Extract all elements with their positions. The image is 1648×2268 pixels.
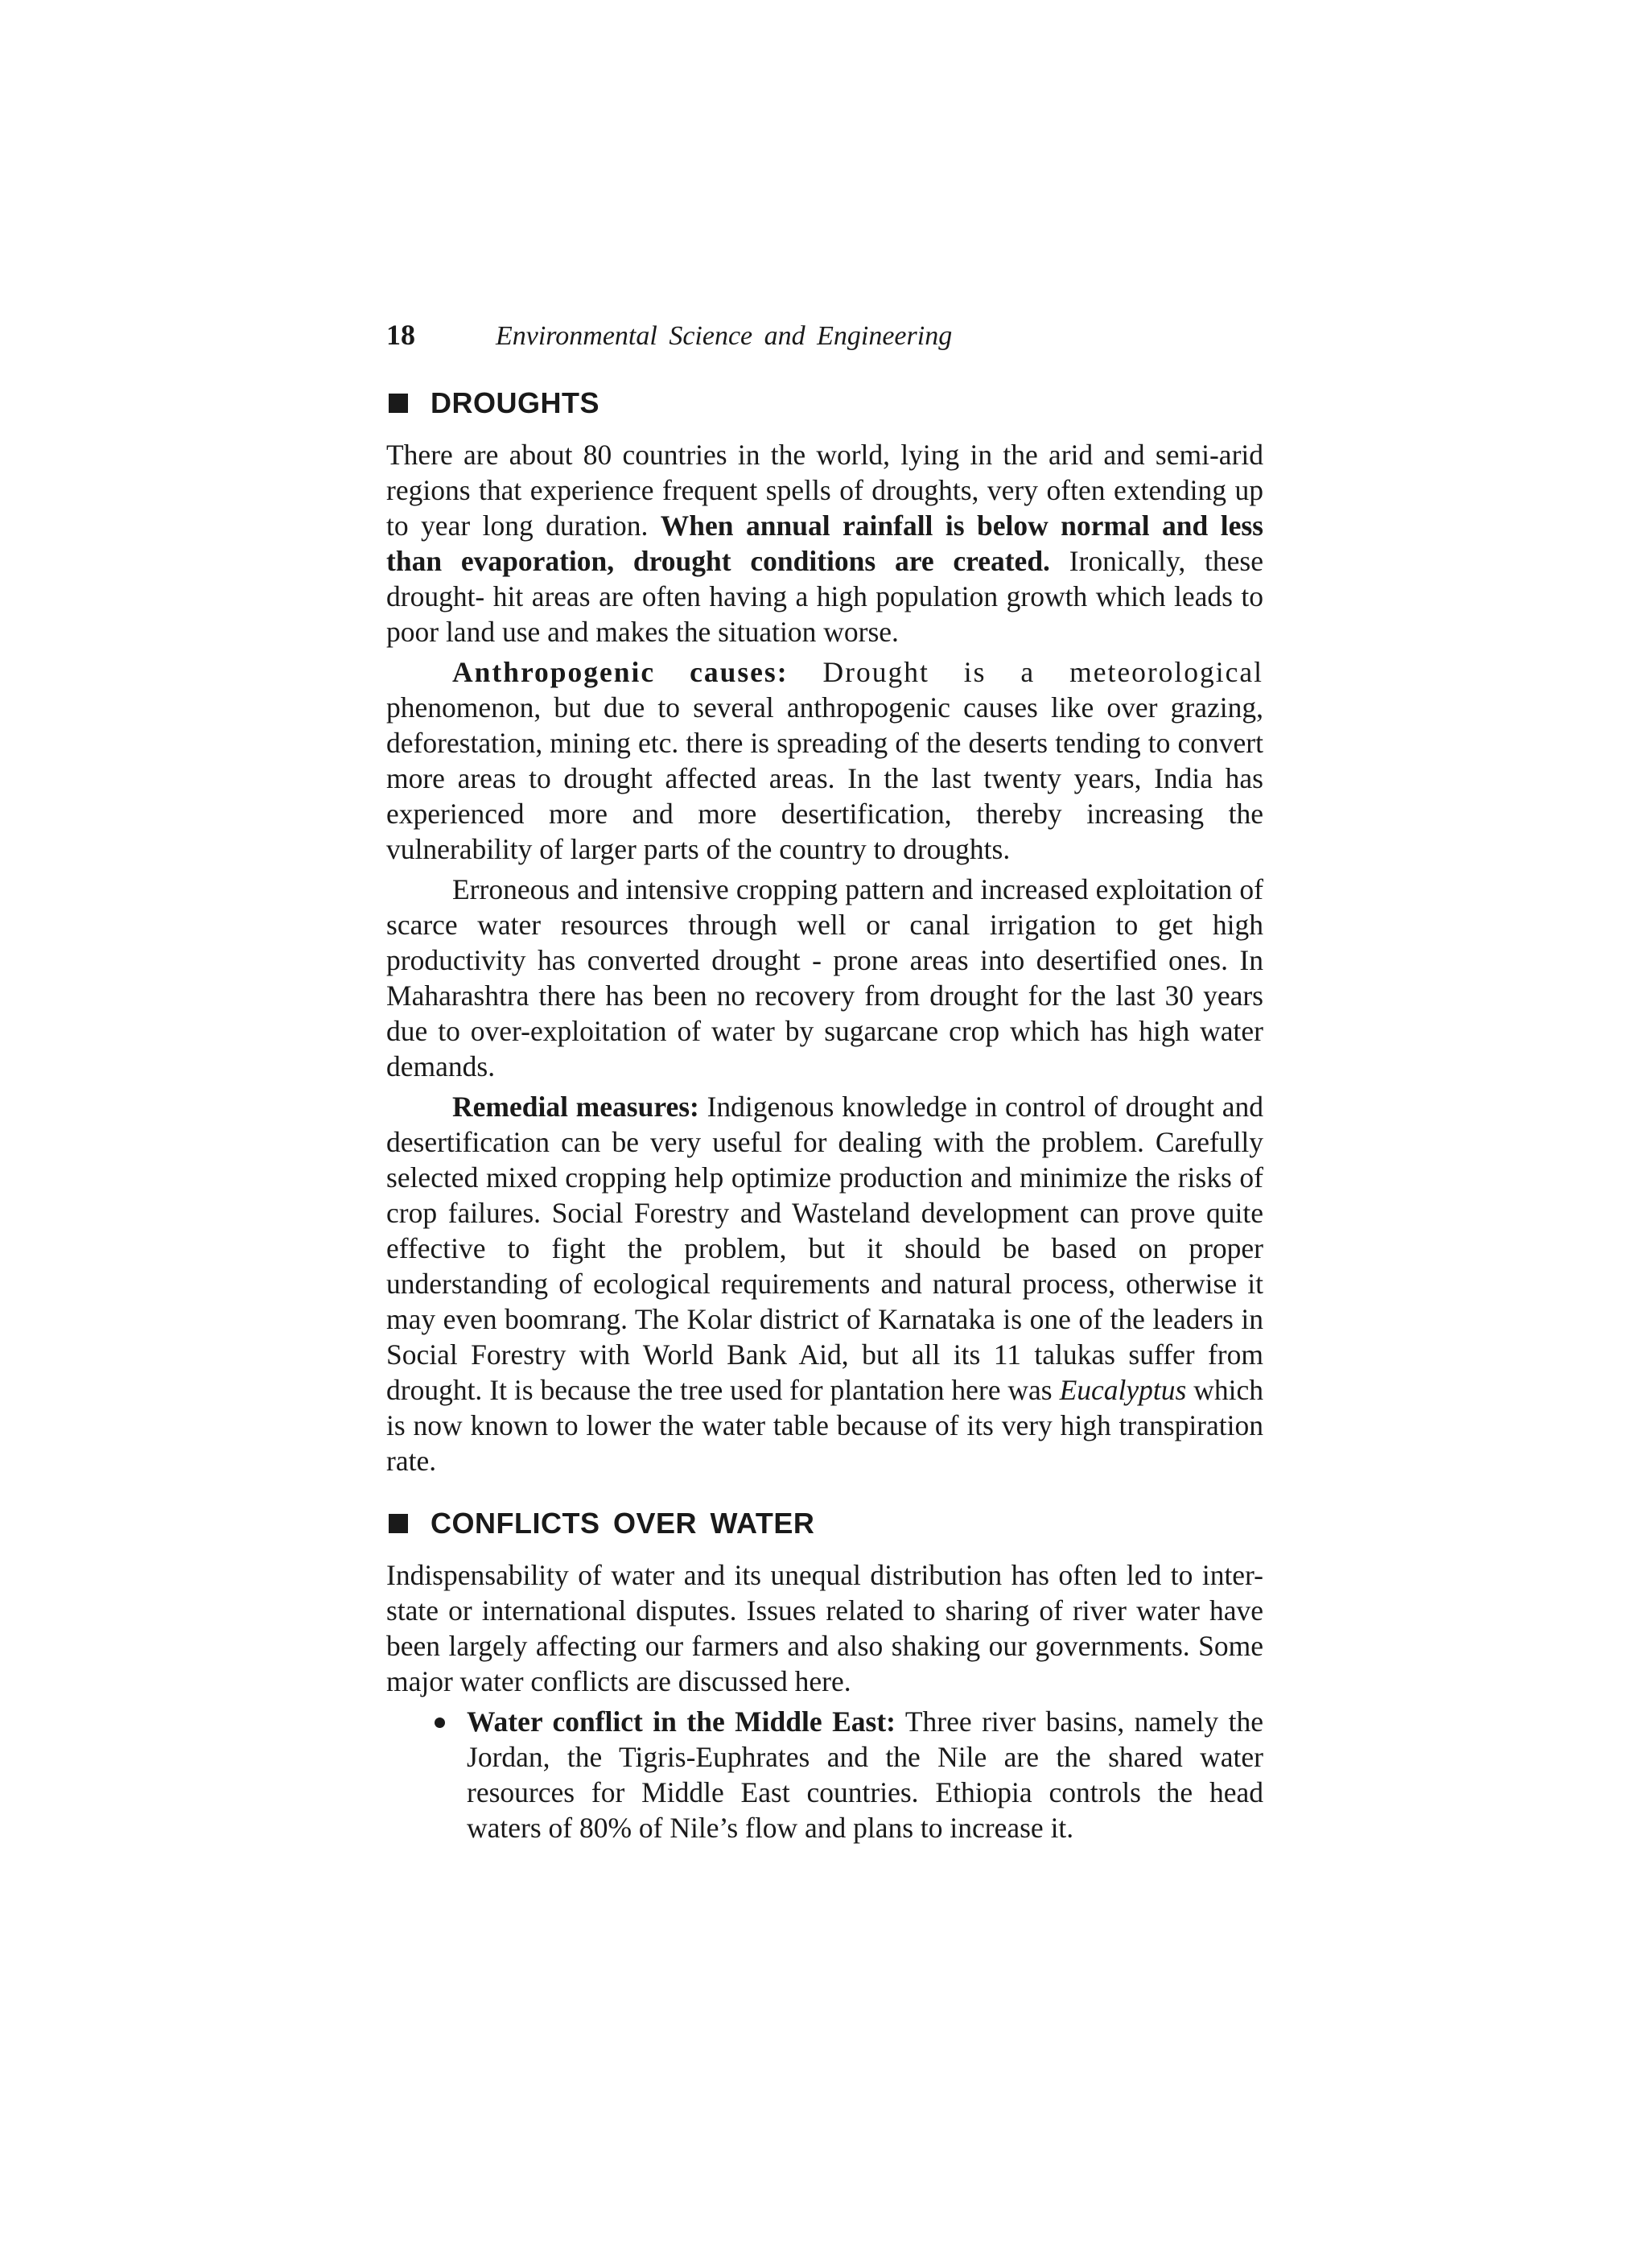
page-number: 18 [386,319,415,351]
conflicts-intro-paragraph [386,1557,1263,1699]
paragraph-text: Ironically, these drought- hit areas are often having a high population growth which leads to poor land use and makes the situation worse. [386,545,1263,648]
bold-statement: When annual rainfall is below normal and less than evaporation, drought conditions are created. [386,509,1263,577]
remedial-measures-paragraph [386,1089,1263,1478]
square-bullet-icon [389,1514,408,1533]
paragraph-text: phenomenon, but due to several anthropogenic causes like over grazing, deforestation, mining etc. there is spreading of the deserts tending to convert more areas to drought affected areas. In the last twenty years, India has experienced more and more desertification, thereby increasing the vulnerability of larger parts of the country to droughts. [386,691,1263,865]
droughts-intro-paragraph [386,437,1263,649]
cropping-pattern-paragraph [386,872,1263,1084]
book-title: Environmental Science and Engineering [496,321,953,351]
section-title: DROUGHTS [431,386,599,419]
list-item [467,1704,1263,1845]
paragraph-text: Indispensability of water and its unequal distribution has often led to inter-state or international disputes. Issues related to sharing of river water have been largely affecting our farmers and also shaking our governments. Some major water conflicts are discussed here. [386,1559,1263,1697]
paragraph-text: Indigenous knowledge in control of drought and desertification can be very useful for dealing with the problem. Carefully selected mixed cropping help optimize production and minimize the risks of crop failures. Social Forestry and Wasteland development can prove quite effective to fight the problem, but it should be based on proper understanding of ecological requirements and natural process, otherwise it may even boomrang. The Kolar district of Karnataka is one of the leaders in Social Forestry with World Bank Aid, but all its 11 talukas suffer from drought. It is because the tree used for plantation here was [386,1091,1264,1406]
section-heading-conflicts [386,1504,1263,1543]
paragraph-text: Erroneous and intensive cropping pattern and increased exploitation of scarce water resources through well or canal irrigation to get high productivity has converted drought - prone areas into desertified ones. In Maharashtra there has been no recovery from drought for the last 30 years due to over-exploitation of water by sugarcane crop which has high water demands. [386,873,1263,1082]
section-title: CONFLICTS OVER WATER [431,1507,815,1540]
running-header [386,318,1263,358]
bullet-dot-icon [435,1717,445,1728]
paragraph-text: There are about 80 countries in the world, lying in the arid and semi-arid regions that experience frequent spells of droughts, very often extending up to year long duration. [386,439,1263,542]
run-in-label: Anthropogenic causes: [452,656,789,688]
run-in-label: Water conflict in the Middle East: [467,1705,896,1738]
paragraph-text: which is now known to lower the water table because of its very high transpiration rate. [386,1374,1264,1477]
species-name: Eucalyptus [1059,1374,1187,1406]
square-bullet-icon [389,394,408,413]
paragraph-text: Drought is a meteorological [788,656,1263,688]
list-item-text: Three river basins, namely the Jordan, the Tigris-Euphrates and the Nile are the shared water resources for Middle East countries. Ethiopia controls the head waters of 80% of Nile’s flow and plans to increase it. [467,1705,1263,1844]
conflicts-list [386,1704,1263,1845]
run-in-label: Remedial measures: [452,1091,699,1123]
anthropogenic-causes-paragraph [386,654,1263,867]
section-heading-droughts [386,384,1263,423]
book-page [386,318,1263,1845]
